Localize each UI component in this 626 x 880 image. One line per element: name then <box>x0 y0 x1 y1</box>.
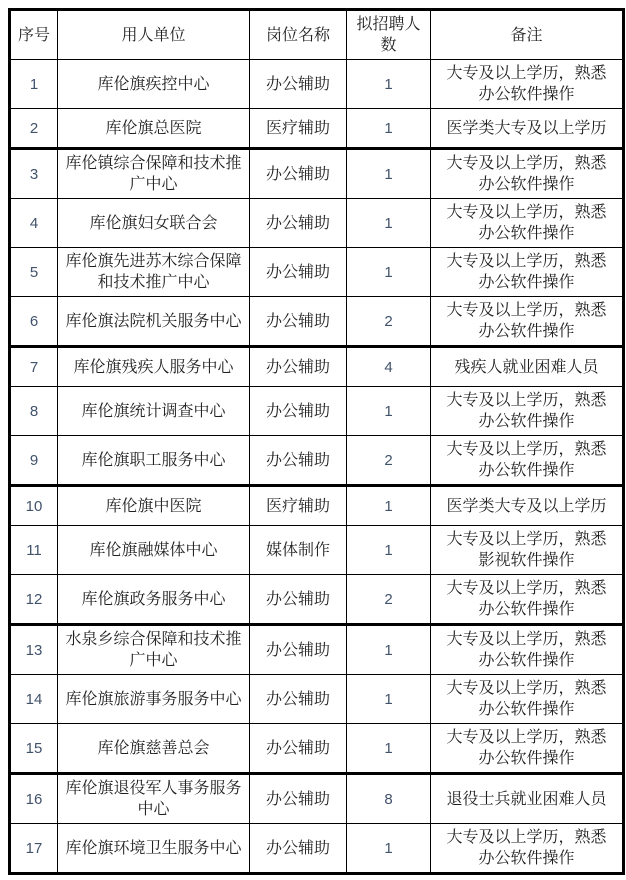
cell-no: 6 <box>10 297 58 347</box>
column-header-remark: 备注 <box>431 10 624 60</box>
column-header-employer: 用人单位 <box>58 10 250 60</box>
cell-count: 8 <box>347 774 431 824</box>
table-body <box>10 60 624 874</box>
cell-count: 2 <box>347 436 431 486</box>
cell-remark: 残疾人就业困难人员 <box>431 347 624 387</box>
cell-remark: 大专及以上学历，熟悉办公软件操作 <box>431 575 624 625</box>
cell-no: 4 <box>10 199 58 248</box>
cell-no: 12 <box>10 575 58 625</box>
header-row <box>10 10 624 60</box>
cell-no: 1 <box>10 60 58 109</box>
recruitment-table <box>8 8 625 875</box>
table-row <box>10 436 624 486</box>
cell-employer: 库伦旗慈善总会 <box>58 724 250 774</box>
cell-employer: 库伦旗旅游事务服务中心 <box>58 675 250 724</box>
cell-employer: 水泉乡综合保障和技术推广中心 <box>58 625 250 675</box>
cell-remark: 大专及以上学历，熟悉办公软件操作 <box>431 625 624 675</box>
cell-position: 办公辅助 <box>250 60 347 109</box>
cell-count: 1 <box>347 248 431 297</box>
cell-remark: 大专及以上学历，熟悉办公软件操作 <box>431 248 624 297</box>
cell-employer: 库伦旗先进苏木综合保障和技术推广中心 <box>58 248 250 297</box>
cell-count: 1 <box>347 149 431 199</box>
cell-no: 7 <box>10 347 58 387</box>
cell-position: 媒体制作 <box>250 526 347 575</box>
table-row <box>10 486 624 526</box>
cell-remark: 大专及以上学历，熟悉办公软件操作 <box>431 724 624 774</box>
cell-remark: 大专及以上学历，熟悉办公软件操作 <box>431 675 624 724</box>
cell-remark: 医学类大专及以上学历 <box>431 109 624 149</box>
cell-employer: 库伦旗中医院 <box>58 486 250 526</box>
cell-remark: 大专及以上学历，熟悉办公软件操作 <box>431 149 624 199</box>
cell-employer: 库伦旗法院机关服务中心 <box>58 297 250 347</box>
cell-count: 1 <box>347 824 431 874</box>
cell-remark: 退役士兵就业困难人员 <box>431 774 624 824</box>
cell-employer: 库伦镇综合保障和技术推广中心 <box>58 149 250 199</box>
cell-employer: 库伦旗退役军人事务服务中心 <box>58 774 250 824</box>
cell-employer: 库伦旗总医院 <box>58 109 250 149</box>
column-header-position: 岗位名称 <box>250 10 347 60</box>
table-row <box>10 575 624 625</box>
table-row <box>10 387 624 436</box>
table-row <box>10 109 624 149</box>
cell-no: 8 <box>10 387 58 436</box>
cell-count: 1 <box>347 724 431 774</box>
cell-count: 4 <box>347 347 431 387</box>
cell-position: 医疗辅助 <box>250 486 347 526</box>
cell-remark: 大专及以上学历，熟悉办公软件操作 <box>431 824 624 874</box>
cell-no: 2 <box>10 109 58 149</box>
table-row <box>10 60 624 109</box>
cell-no: 10 <box>10 486 58 526</box>
cell-count: 2 <box>347 575 431 625</box>
cell-position: 办公辅助 <box>250 724 347 774</box>
cell-count: 1 <box>347 526 431 575</box>
table-row <box>10 724 624 774</box>
cell-employer: 库伦旗残疾人服务中心 <box>58 347 250 387</box>
table-row <box>10 675 624 724</box>
cell-no: 13 <box>10 625 58 675</box>
cell-no: 15 <box>10 724 58 774</box>
cell-position: 办公辅助 <box>250 824 347 874</box>
cell-remark: 大专及以上学历，熟悉办公软件操作 <box>431 297 624 347</box>
table-row <box>10 526 624 575</box>
table-row <box>10 297 624 347</box>
cell-employer: 库伦旗疾控中心 <box>58 60 250 109</box>
column-header-no: 序号 <box>10 10 58 60</box>
cell-count: 1 <box>347 60 431 109</box>
cell-position: 办公辅助 <box>250 199 347 248</box>
cell-employer: 库伦旗妇女联合会 <box>58 199 250 248</box>
cell-no: 16 <box>10 774 58 824</box>
cell-no: 14 <box>10 675 58 724</box>
cell-remark: 医学类大专及以上学历 <box>431 486 624 526</box>
cell-employer: 库伦旗政务服务中心 <box>58 575 250 625</box>
cell-count: 1 <box>347 387 431 436</box>
cell-count: 2 <box>347 297 431 347</box>
cell-no: 11 <box>10 526 58 575</box>
cell-remark: 大专及以上学历，熟悉办公软件操作 <box>431 436 624 486</box>
cell-position: 办公辅助 <box>250 675 347 724</box>
column-header-count: 拟招聘人数 <box>347 10 431 60</box>
table-row <box>10 625 624 675</box>
cell-no: 3 <box>10 149 58 199</box>
cell-position: 医疗辅助 <box>250 109 347 149</box>
cell-count: 1 <box>347 199 431 248</box>
cell-employer: 库伦旗职工服务中心 <box>58 436 250 486</box>
cell-employer: 库伦旗环境卫生服务中心 <box>58 824 250 874</box>
cell-remark: 大专及以上学历，熟悉办公软件操作 <box>431 199 624 248</box>
cell-remark: 大专及以上学历，熟悉办公软件操作 <box>431 387 624 436</box>
cell-position: 办公辅助 <box>250 436 347 486</box>
cell-no: 9 <box>10 436 58 486</box>
table-row <box>10 347 624 387</box>
cell-position: 办公辅助 <box>250 625 347 675</box>
cell-employer: 库伦旗统计调查中心 <box>58 387 250 436</box>
cell-count: 1 <box>347 625 431 675</box>
table-row <box>10 149 624 199</box>
table-row <box>10 248 624 297</box>
cell-position: 办公辅助 <box>250 774 347 824</box>
cell-position: 办公辅助 <box>250 149 347 199</box>
cell-count: 1 <box>347 486 431 526</box>
cell-position: 办公辅助 <box>250 575 347 625</box>
cell-no: 5 <box>10 248 58 297</box>
cell-position: 办公辅助 <box>250 347 347 387</box>
cell-position: 办公辅助 <box>250 387 347 436</box>
cell-remark: 大专及以上学历，熟悉影视软件操作 <box>431 526 624 575</box>
cell-position: 办公辅助 <box>250 297 347 347</box>
table-row <box>10 774 624 824</box>
cell-count: 1 <box>347 109 431 149</box>
cell-employer: 库伦旗融媒体中心 <box>58 526 250 575</box>
cell-no: 17 <box>10 824 58 874</box>
cell-count: 1 <box>347 675 431 724</box>
table-row <box>10 824 624 874</box>
cell-remark: 大专及以上学历，熟悉办公软件操作 <box>431 60 624 109</box>
table-row <box>10 199 624 248</box>
cell-position: 办公辅助 <box>250 248 347 297</box>
